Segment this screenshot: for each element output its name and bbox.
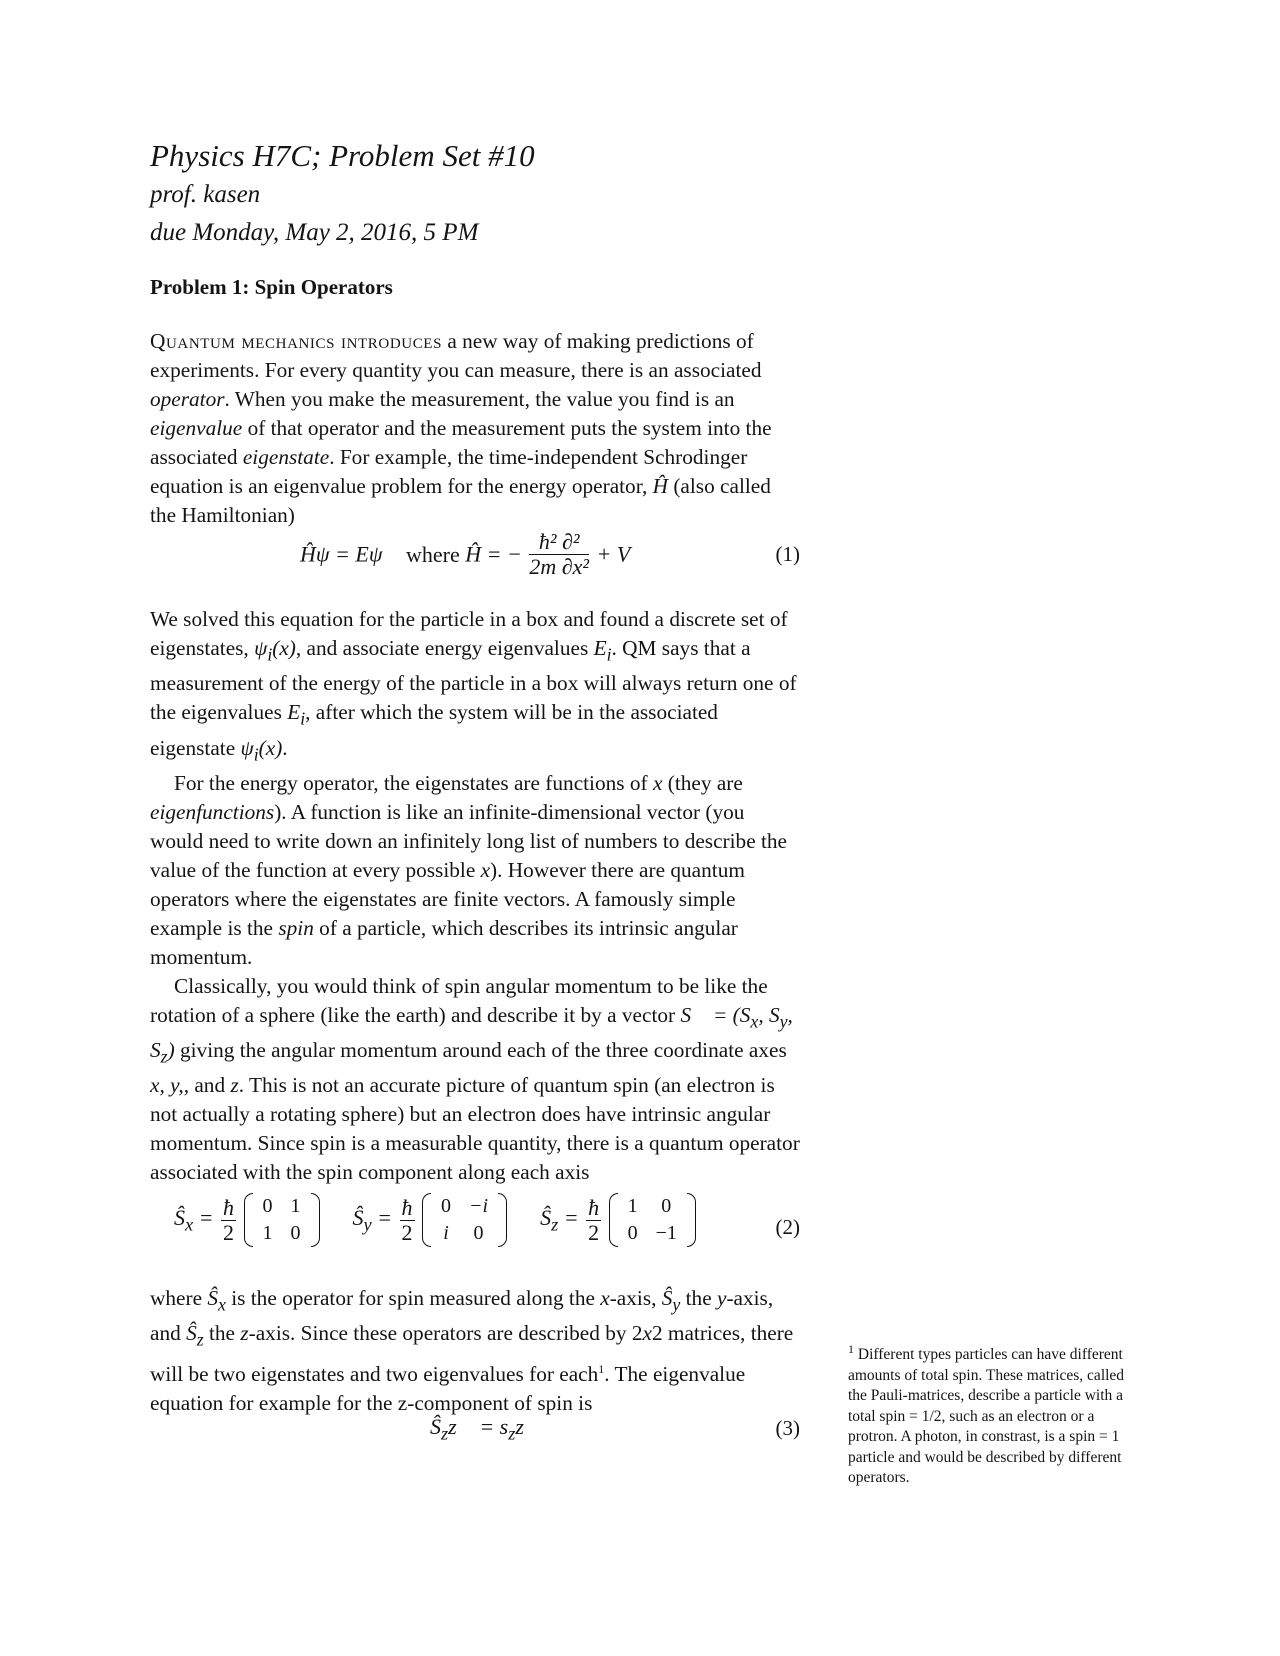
text-run: of that operator and the measurement puts the system into the associated	[150, 416, 772, 469]
two: 2	[223, 1219, 234, 1245]
matrix-cell: −i	[469, 1195, 489, 1217]
lead-in-smallcaps: Quantum mechanics introduces	[150, 329, 443, 353]
text-run: -axis, and	[150, 1286, 774, 1346]
sub-i: i	[253, 743, 259, 764]
matrix-cell: 1	[290, 1195, 301, 1217]
problem-heading: Problem 1: Spin Operators	[150, 275, 393, 299]
math-psi-i	[254, 636, 296, 665]
sy-label: $Ŝ_y$ =	[352, 1204, 392, 1235]
math-e-i	[287, 700, 306, 729]
eq1-lhs: Ĥψ = Eψ	[300, 541, 383, 567]
hbar-over-2	[400, 1196, 415, 1245]
sub-y: y	[672, 1294, 681, 1315]
matrix-cell: i	[443, 1222, 449, 1244]
eq1-where: where	[406, 541, 460, 567]
equation-3	[150, 1414, 800, 1448]
psi-arg: (x)	[258, 735, 283, 760]
text-run: (they are	[662, 770, 743, 795]
psi-symbol: ψ	[240, 735, 254, 760]
equation-number: (2)	[775, 1215, 800, 1239]
sidenote-text: Different types particles can have different amounts of total spin. These matrices, called the Pauli-matrices, describe a particle with a total spin = 1/2, such as an electron or a protron. A photon, in constrast, is a spin = 1 particle and would be described by different operators.	[848, 1346, 1125, 1487]
eq1-h: Ĥ = −	[465, 541, 522, 567]
math-xyz: x, y,	[150, 1073, 184, 1098]
math-x: x	[652, 770, 663, 795]
text-run: (also called the Hamiltonian)	[150, 474, 771, 527]
text-run: . QM says that a measurement of the energy of the particle in a box will always return one of the eigenvalues	[150, 636, 797, 725]
sub-i: i	[300, 708, 306, 729]
eq3-expression: $Ŝ_zz⃗$ = $s_zz⃗$	[430, 1414, 542, 1444]
math-x: x	[600, 1286, 610, 1310]
sz-label: $Ŝ_z$ =	[540, 1204, 579, 1235]
sub-x: x	[185, 1214, 194, 1235]
matrix-cell: −1	[655, 1222, 677, 1244]
text-run: the	[680, 1286, 717, 1310]
matrix-cell: 0	[262, 1195, 273, 1217]
text-run: of a particle, which describes its intrinsic angular momentum.	[150, 915, 738, 969]
two: 2	[588, 1219, 600, 1245]
text-run: . For example, the time-independent Schrodinger equation is an eigenvalue problem for the energy operator,	[150, 445, 748, 498]
footnote-marker: 1	[598, 1361, 605, 1376]
text-run: , and associate energy eigenvalues	[295, 636, 594, 660]
sx-label: $Ŝ_x$ =	[174, 1204, 214, 1235]
sub-i: i	[267, 644, 273, 665]
sub-z: z	[551, 1214, 559, 1235]
emph-operator: operator	[150, 387, 225, 411]
paragraph-particle-in-box	[150, 605, 800, 1187]
text-run: For the energy operator, the eigenstates are functions of	[174, 770, 653, 795]
psi-symbol: ψ	[254, 636, 268, 660]
math-sy: $Ŝ_y$	[661, 1286, 681, 1315]
equation-number: (1)	[775, 542, 800, 566]
text-run: , and	[183, 1073, 231, 1098]
text-run: -axis. Since these operators are described by 2	[248, 1321, 643, 1346]
math-s-vector: S⃗ = ($S_x$, $S_y$, $S_z$)	[150, 1002, 793, 1067]
due-date-line: due Monday, May 2, 2016, 5 PM	[150, 219, 479, 246]
matrix-cell: 1	[627, 1195, 638, 1217]
sz-hat: Ŝ	[430, 1414, 441, 1439]
matrix-cell: 0	[627, 1222, 638, 1244]
sidenote-marker: 1	[848, 1342, 854, 1356]
text-run: is the operator for spin measured along the	[225, 1286, 601, 1310]
text-run: We solved this equation for the particle in a box and found a discrete set of eigenstates,	[150, 607, 788, 660]
matrix-sy	[422, 1193, 507, 1247]
text-run: . When you make the measurement, the value you find is an	[224, 387, 735, 411]
equation-number: (3)	[775, 1416, 800, 1440]
text-run: -axis,	[609, 1286, 662, 1310]
professor-line: prof. kasen	[150, 181, 261, 208]
hbar: ħ	[588, 1194, 600, 1220]
text-run: giving the angular momentum around each of the three coordinate axes	[174, 1038, 787, 1062]
text-run: . This is not an accurate picture of quantum spin (an electron is not actually a rotating sphere) but an electron does have intrinsic angular momentum. Since spin is a measurable quantity, there is a quantum operator associated with the spin component along each axis	[150, 1073, 800, 1185]
eq1-fraction	[529, 530, 589, 579]
math-z: z	[230, 1073, 239, 1098]
sub-z: z	[508, 1423, 516, 1444]
sub-z: z	[441, 1423, 449, 1444]
sub-y: y	[363, 1214, 372, 1235]
text-run: .	[282, 735, 288, 760]
hbar-over-2	[586, 1196, 601, 1245]
hbar: ħ	[223, 1194, 234, 1220]
sub-x: x	[750, 1011, 759, 1031]
math-z: z	[240, 1321, 249, 1346]
math-hamiltonian: Ĥ	[652, 474, 668, 498]
matrix-cell: 1	[262, 1222, 273, 1244]
matrix-cell: 0	[290, 1222, 301, 1244]
text-run: a new way of making predictions of experiments. For every quantity you can measure, there is an associated	[150, 329, 762, 382]
matrix-sz	[609, 1193, 696, 1247]
page-title: Physics H7C; Problem Set #10	[150, 138, 535, 173]
math-sx: $Ŝ_x$	[207, 1286, 226, 1315]
sub-z: z	[196, 1329, 204, 1350]
emph-spin: spin	[278, 915, 314, 940]
equation-1	[150, 530, 800, 584]
text-run: where	[150, 1286, 208, 1310]
e-symbol: E	[593, 636, 607, 660]
eq1-numerator: ħ² ∂²	[529, 530, 589, 555]
eq1-denominator: 2m ∂x²	[529, 554, 589, 579]
e-symbol: E	[287, 700, 301, 725]
text-run: ). However there are quantum operators where the eigenstates are finite vectors. A famously simple example is the	[150, 857, 745, 940]
math-psi-i	[240, 735, 283, 764]
matrix-cell: 0	[441, 1195, 451, 1217]
eq1-tail: + V	[596, 541, 631, 567]
matrix-cell: 0	[473, 1222, 484, 1244]
math-e-i	[593, 636, 612, 665]
paragraph-intro	[150, 327, 800, 530]
equation-2	[150, 1193, 800, 1265]
math-sz: $Ŝ_z$	[186, 1321, 204, 1350]
math-x: x	[480, 857, 491, 882]
sub-i: i	[606, 644, 612, 665]
math-y: y	[716, 1286, 727, 1310]
emph-eigenfunctions: eigenfunctions	[150, 799, 275, 824]
paragraph-spin-operators	[150, 1284, 800, 1418]
title-block	[150, 136, 535, 252]
emph-eigenstate: eigenstate	[242, 445, 330, 469]
sub-x: x	[218, 1294, 226, 1315]
psi-arg: (x)	[272, 636, 296, 660]
hbar: ħ	[401, 1194, 413, 1220]
text-run: Classically, you would think of spin angular momentum to be like the rotation of a sphere (like the earth) and describe it by a vector	[150, 973, 768, 1027]
matrix-cell: 0	[661, 1195, 672, 1217]
hbar-over-2	[221, 1196, 236, 1245]
text-run: , after which the system will be in the associated eigenstate	[150, 700, 718, 760]
sidenote-footnote	[848, 1339, 1138, 1489]
matrix-sx	[244, 1193, 320, 1247]
text-run: 2 matrices, there will be two eigenstates and two eigenvalues for each	[150, 1321, 794, 1386]
sub-z: z	[160, 1046, 168, 1067]
math-x: x	[642, 1321, 652, 1346]
s-vector-open: S⃗ = (S	[680, 1002, 751, 1027]
two: 2	[401, 1219, 413, 1245]
text-run: ). A function is like an infinite-dimensional vector (you would need to write down an infinitely long list of numbers to describe the value of the function at every possible	[150, 799, 788, 882]
sub-y: y	[779, 1011, 788, 1031]
emph-eigenvalue: eigenvalue	[150, 416, 243, 440]
text-run: the	[203, 1321, 241, 1346]
text-run: . The eigenvalue equation for example for the z-component of spin is	[150, 1361, 746, 1415]
